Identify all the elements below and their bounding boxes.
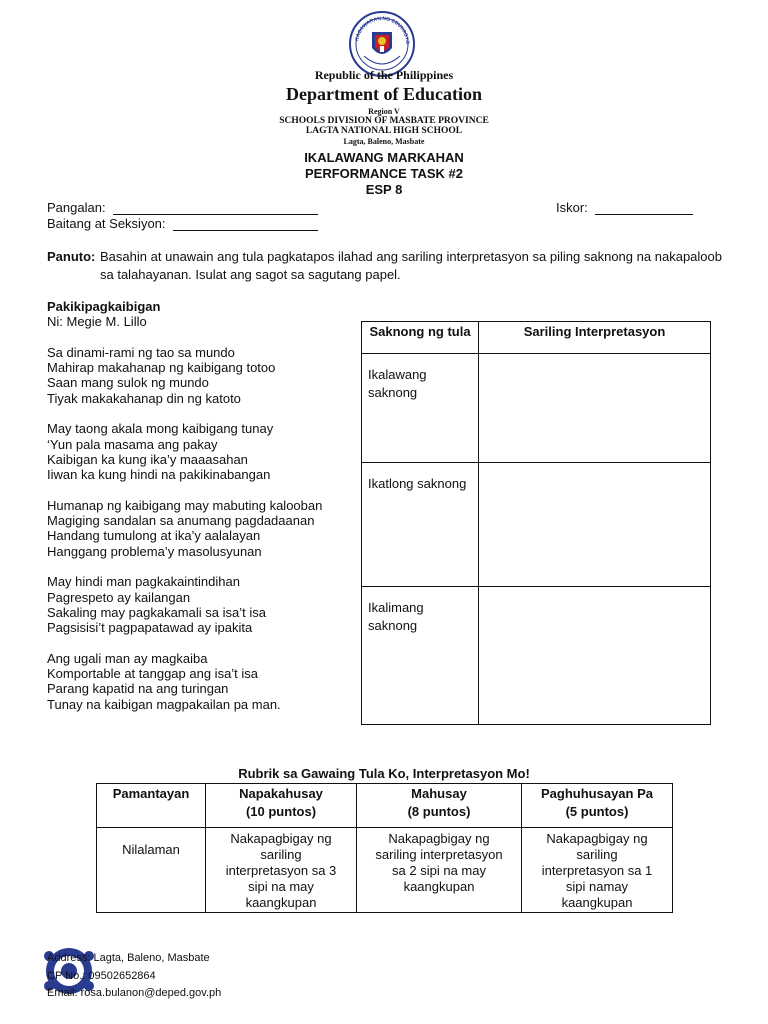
poem-line: Hanggang problema’y masolusyunan [47, 543, 262, 559]
quarter-title: IKALAWANG MARKAHAN [304, 150, 464, 165]
score-field[interactable] [556, 200, 693, 215]
row-label: Ikatlong saknong [362, 463, 479, 587]
instructions [47, 248, 722, 284]
poem-title: Pakikipagkaibigan [47, 299, 161, 314]
rubric-header-excellent [206, 784, 357, 828]
rubric-cell: Nakapagbigay ng sariling interpretasyon sa 1 sipi namay kaangkupan [522, 828, 673, 913]
poem-line: Komportable at tanggap ang isa’t isa [47, 666, 259, 682]
rubric-header-name: Pamantayan [112, 786, 190, 801]
poem-line: Saan mang sulok ng mundo [47, 375, 209, 391]
rubric-header-points: (5 puntos) [565, 804, 629, 819]
header-interpretation: Sariling Interpretasyon [479, 322, 711, 354]
poem-author: Ni: Megie M. Lillo [47, 314, 147, 330]
rubric-cell: Nakapagbigay ng sariling interpretasyon sa 3 sipi na may kaangkupan [206, 828, 357, 913]
instructions-text: Basahin at unawain ang tula pagkatapos ilahad ang sariling interpretasyon sa piling saknong na nakapaloob sa talahayanan. Isulat ang sagot sa sagutang papel. [100, 249, 722, 282]
table-row [362, 587, 711, 725]
answer-cell[interactable] [479, 463, 711, 587]
header-stanza: Saknong ng tula [362, 322, 479, 354]
poem-line: Pagsisisi’t pagpapatawad ay ipakita [47, 620, 253, 636]
score-label: Iskor: [556, 200, 588, 215]
footer-phone: CP No.: 09502652864 [47, 969, 156, 982]
poem-line: Tiyak makakahanap din ng katoto [47, 390, 241, 406]
row-label: Ikalimang saknong [362, 587, 479, 725]
table-header-row [362, 322, 711, 354]
footer-address: Address: Lagta, Baleno, Masbate [47, 952, 210, 964]
poem-line: Ang ugali man ay magkaiba [47, 650, 208, 666]
rubric-row [97, 828, 673, 913]
rubric-title: Rubrik sa Gawaing Tula Ko, Interpretasyon Mo! [238, 766, 530, 781]
table-row [362, 354, 711, 463]
rubric-header-points: (10 puntos) [245, 804, 317, 819]
footer-contact [47, 950, 221, 1003]
section-label: Baitang at Seksiyon: [47, 216, 166, 231]
poem-line: Sa dinami-rami ng tao sa mundo [47, 344, 235, 360]
poem-stanza [47, 421, 357, 482]
school-label: LAGTA NATIONAL HIGH SCHOOL [305, 126, 463, 136]
footer-email: Email: rosa.bulanon@deped.gov.ph [47, 987, 222, 999]
department-title: Department of Education [286, 84, 482, 104]
poem-line: Parang kapatid na ang turingan [47, 681, 229, 697]
poem-stanza [47, 498, 357, 559]
svg-text:KAGAWARAN NG EDUKASYON: KAGAWARAN NG EDUKASYO [354, 15, 411, 45]
poem [47, 299, 357, 712]
location-label: Lagta, Baleno, Masbate [343, 137, 425, 146]
poem-line: May hindi man pagkakaintindihan [47, 574, 240, 590]
name-blank[interactable] [113, 202, 318, 215]
poem-line: Pagrespeto ay kailangan [47, 589, 191, 605]
rubric-header-good [357, 784, 522, 828]
rubric-header-name: Napakahusay [239, 786, 323, 801]
republic-label: Republic of the Philippines [314, 68, 454, 82]
rubric-table [96, 783, 673, 913]
row-label: Ikalawang saknong [362, 354, 479, 463]
answer-cell[interactable] [479, 587, 711, 725]
rubric-header-row [97, 784, 673, 828]
poem-line: ‘Yun pala masama ang pakay [47, 436, 218, 452]
rubric-header-criterion [97, 784, 206, 828]
poem-line: Tunay na kaibigan magpakailan pa man. [47, 696, 281, 712]
table-row [362, 463, 711, 587]
poem-line: Iiwan ka kung hindi na pakikinabangan [47, 467, 271, 483]
rubric-header-name: Paghuhusayan Pa [541, 786, 653, 801]
poem-line: Humanap ng kaibigang may mabuting kalooban [47, 497, 323, 513]
poem-line: Handang tumulong at ika’y aalalayan [47, 528, 261, 544]
section-field[interactable] [47, 216, 318, 231]
rubric-header-needs-improvement [522, 784, 673, 828]
rubric-header-points: (8 puntos) [407, 804, 471, 819]
region-label: Region V [368, 107, 400, 116]
poem-stanza [47, 345, 357, 406]
rubric-cell: Nakapagbigay ng sariling interpretasyon sa 2 sipi na may kaangkupan [357, 828, 522, 913]
section-blank[interactable] [173, 218, 318, 231]
answer-cell[interactable] [479, 354, 711, 463]
interpretation-table [361, 321, 711, 725]
name-field[interactable] [47, 200, 318, 215]
poem-line: Magiging sandalan sa anumang pagdadaanan [47, 513, 315, 529]
poem-line: May taong akala mong kaibigang tunay [47, 421, 274, 437]
poem-line: Mahirap makahanap ng kaibigang totoo [47, 360, 276, 376]
poem-stanza [47, 651, 357, 712]
poem-line: Sakaling may pagkakamali sa isa’t isa [47, 604, 266, 620]
name-label: Pangalan: [47, 200, 106, 215]
poem-line: Kaibigan ka kung ika’y maaasahan [47, 451, 248, 467]
rubric-header-name: Mahusay [411, 786, 467, 801]
division-label: SCHOOLS DIVISION OF MASBATE PROVINCE [279, 116, 489, 126]
score-blank[interactable] [595, 202, 693, 215]
instructions-label: Panuto: [47, 249, 96, 264]
subject-title: ESP 8 [365, 182, 403, 197]
poem-stanza [47, 574, 357, 635]
task-title: PERFORMANCE TASK #2 [305, 166, 463, 181]
rubric-criterion: Nilalaman [97, 828, 206, 913]
